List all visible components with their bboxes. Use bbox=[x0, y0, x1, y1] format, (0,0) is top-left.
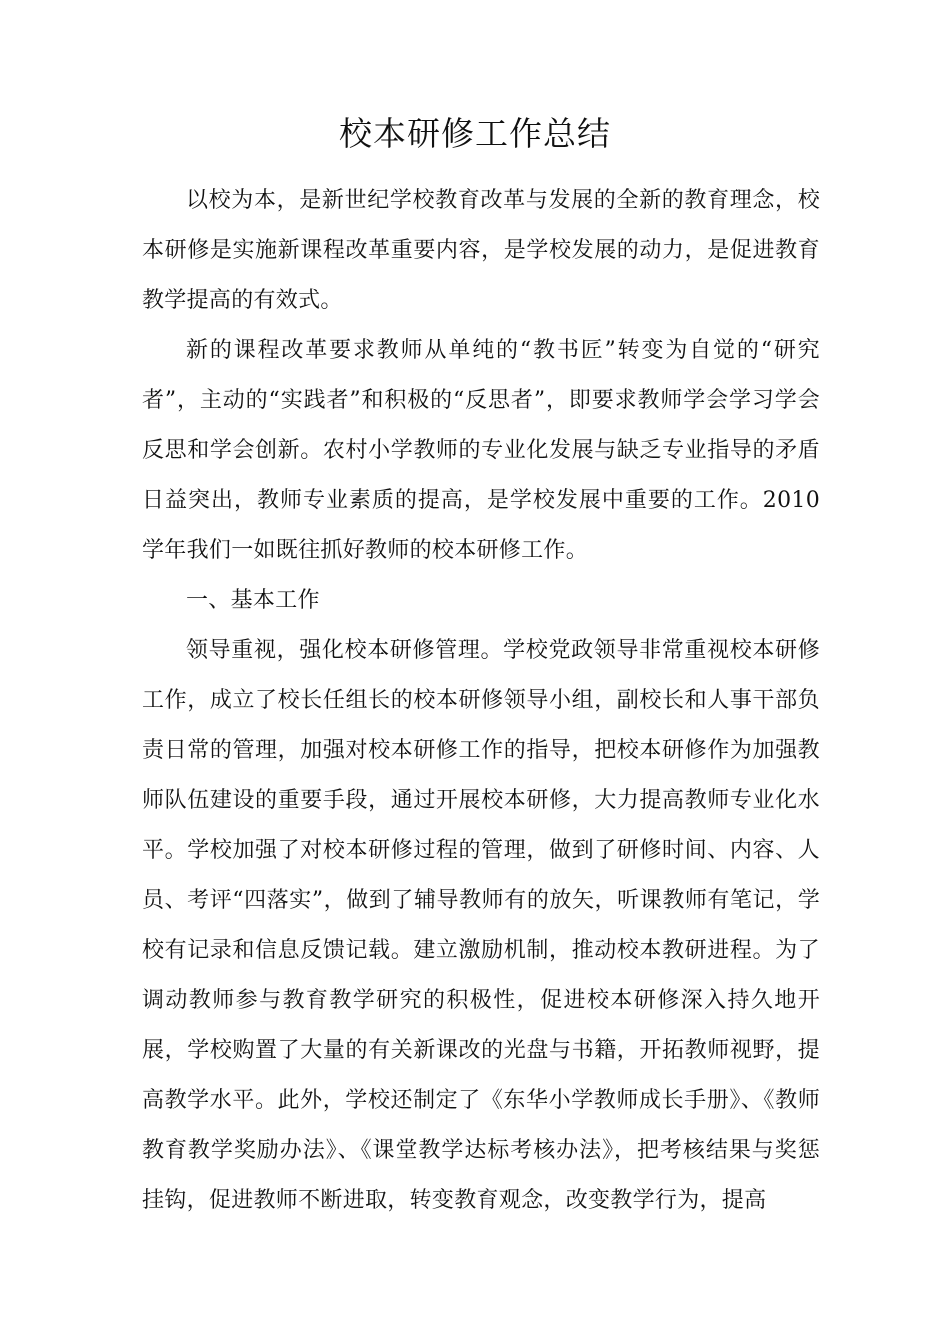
paragraph-leadership: 领导重视，强化校本研修管理。学校党政领导非常重视校本研修工作，成立了校长任组长的校本研修领导小组，副校长和人事干部负责日常的管理，加强对校本研修工作的指导，把校本研修作为加强教师队伍建设的重要手段，通过开展校本研修，大力提高教师专业化水平。学校加强了对校本研修过程的管理，做到了研修时间、内容、人员、考评“四落实”，做到了辅导教师有的放矢，听课教师有笔记，学校有记录和信息反馈记载。建立激励机制，推动校本教研进程。为了调动教师参与教育教学研究的积极性，促进校本研修深入持久地开展，学校购置了大量的有关新课改的光盘与书籍，开拓教师视野，提高教学水平。此外，学校还制定了《东华小学教师成长手册》、《教师教育教学奖励办法》、《课堂教学达标考核办法》，把考核结果与奖惩挂钩，促进教师不断进取，转变教育观念，改变教学行为，提高 bbox=[142, 638, 820, 1213]
section-heading-basic-work: 一、基本工作 bbox=[186, 588, 320, 613]
document-body bbox=[142, 176, 820, 1226]
document-title: 校本研修工作总结 bbox=[339, 114, 611, 153]
paragraph-curriculum-reform: 新的课程改革要求教师从单纯的“教书匠”转变为自觉的“研究者”，主动的“实践者”和积极的“反思者”，即要求教师学会学习学会反思和学会创新。农村小学教师的专业化发展与缺乏专业指导的矛盾日益突出，教师专业素质的提高，是学校发展中重要的工作。2010学年我们一如既往抓好教师的校本研修工作。 bbox=[142, 338, 820, 563]
paragraph-intro: 以校为本，是新世纪学校教育改革与发展的全新的教育理念，校本研修是实施新课程改革重要内容，是学校发展的动力，是促进教育教学提高的有效式。 bbox=[142, 188, 820, 313]
